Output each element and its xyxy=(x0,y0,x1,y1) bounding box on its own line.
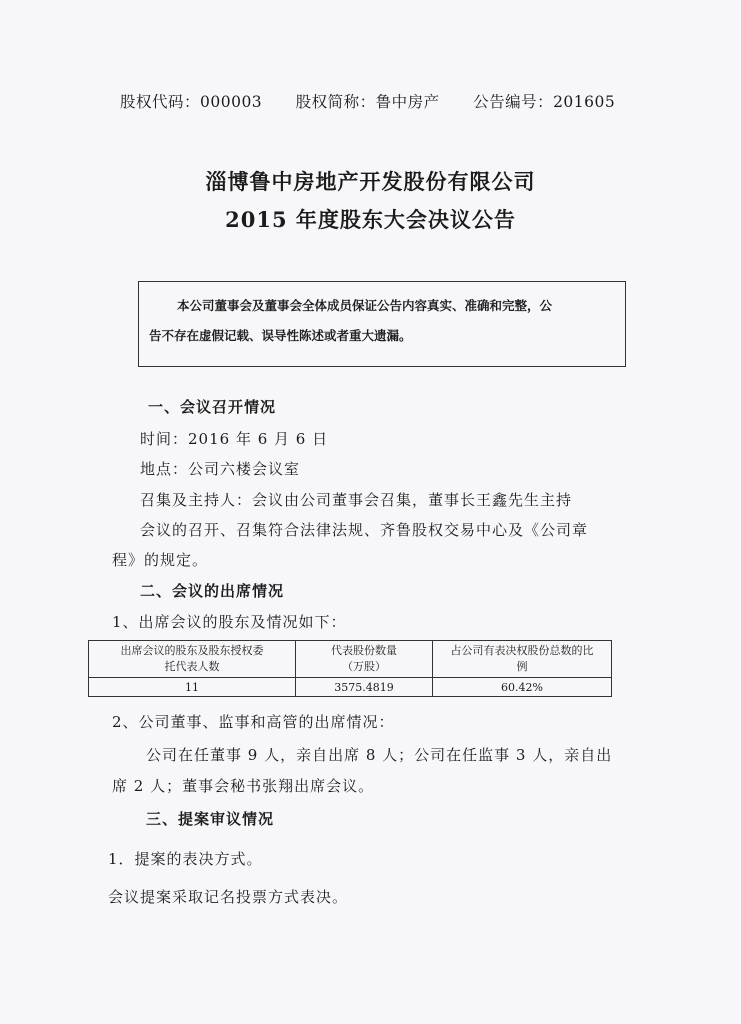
disclaimer-line-1: 本公司董事会及董事会全体成员保证公告内容真实、准确和完整，公 xyxy=(177,298,553,313)
attendance-table xyxy=(88,640,612,697)
disclaimer-line-2: 告不存在虚假记载、误导性陈述或者重大遗漏。 xyxy=(149,328,412,343)
meeting-host: 召集及主持人：会议由公司董事会召集，董事长王鑫先生主持 xyxy=(140,491,573,509)
table-header-row xyxy=(89,641,612,678)
compliance-line-2: 程》的规定。 xyxy=(112,551,209,569)
table-row xyxy=(89,678,612,697)
section-3-heading: 三、提案审议情况 xyxy=(146,810,275,828)
attendance-detail-2: 席 2 人；董事会秘书张翔出席会议。 xyxy=(112,777,375,795)
proposal-item-1: 1．提案的表决方式。 xyxy=(108,850,263,868)
announcement-number: 公告编号：201605 xyxy=(473,93,616,111)
table-header-cell: 代表股份数量 （万股） xyxy=(296,641,433,678)
document-header xyxy=(120,90,643,112)
equity-code: 股权代码：000003 xyxy=(120,93,263,111)
disclaimer-box xyxy=(138,281,626,367)
table-cell: 60.42% xyxy=(433,678,612,697)
compliance-line-1: 会议的召开、召集符合法律法规、齐鲁股权交易中心及《公司章 xyxy=(140,521,589,539)
table-cell: 11 xyxy=(89,678,296,697)
equity-abbreviation: 股权简称：鲁中房产 xyxy=(295,93,440,111)
section-1-heading: 一、会议召开情况 xyxy=(148,398,277,416)
attendance-detail-1: 公司在任董事 9 人，亲自出席 8 人；公司在任监事 3 人，亲自出 xyxy=(146,746,613,764)
attendance-item-2: 2、公司董事、监事和高管的出席情况： xyxy=(112,713,395,731)
meeting-place: 地点：公司六楼会议室 xyxy=(140,460,301,478)
meeting-time: 时间：2016 年 6 月 6 日 xyxy=(140,430,329,448)
company-title: 淄博鲁中房地产开发股份有限公司 xyxy=(205,169,536,194)
table-header-cell: 出席会议的股东及股东授权委 托代表人数 xyxy=(89,641,296,678)
attendance-item-1: 1、出席会议的股东及情况如下： xyxy=(112,613,347,631)
announcement-title: 2015 年度股东大会决议公告 xyxy=(225,207,516,232)
section-2-heading: 二、会议的出席情况 xyxy=(140,582,285,600)
table-cell: 3575.4819 xyxy=(296,678,433,697)
proposal-voting-method: 会议提案采取记名投票方式表决。 xyxy=(108,888,349,906)
table-header-cell: 占公司有表决权股份总数的比 例 xyxy=(433,641,612,678)
